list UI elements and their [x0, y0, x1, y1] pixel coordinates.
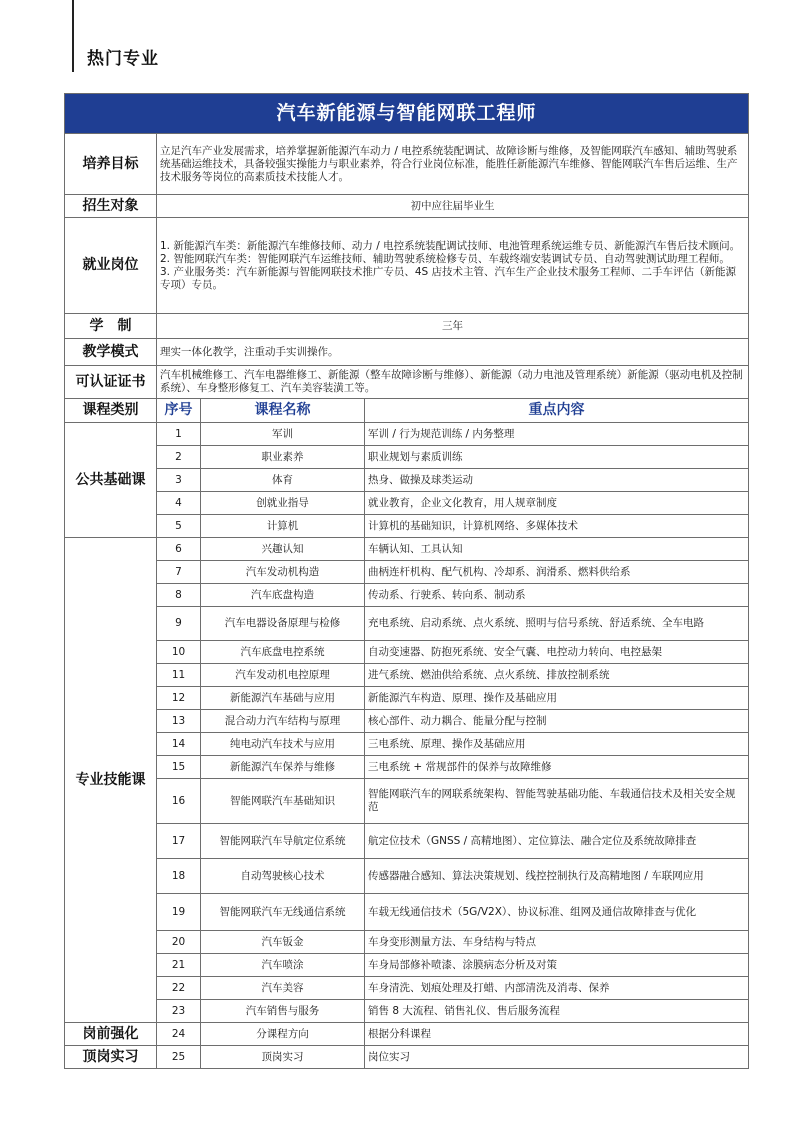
course-group-internship: 顶岗实习 [65, 1046, 157, 1069]
course-no: 16 [157, 779, 201, 824]
course-name: 自动驾驶核心技术 [201, 859, 365, 894]
course-content: 传感器融合感知、算法决策规划、线控控制执行及高精地图 / 车联网应用 [365, 859, 749, 894]
course-row [65, 859, 749, 894]
enrollment-text: 初中应往届毕业生 [157, 195, 749, 218]
enrollment-label: 招生对象 [65, 195, 157, 218]
course-no: 8 [157, 584, 201, 607]
course-content: 传动系、行驶系、转向系、制动系 [365, 584, 749, 607]
course-row [65, 664, 749, 687]
course-name: 智能网联汽车导航定位系统 [201, 824, 365, 859]
course-no: 9 [157, 607, 201, 641]
course-row [65, 641, 749, 664]
course-no: 4 [157, 492, 201, 515]
course-content: 军训 / 行为规范训练 / 内务整理 [365, 423, 749, 446]
course-no: 24 [157, 1023, 201, 1046]
course-no: 22 [157, 977, 201, 1000]
course-row [65, 538, 749, 561]
teaching-label: 教学模式 [65, 339, 157, 366]
course-row [65, 1046, 749, 1069]
course-content: 岗位实习 [365, 1046, 749, 1069]
course-content: 自动变速器、防抱死系统、安全气囊、电控动力转向、电控悬架 [365, 641, 749, 664]
course-name: 汽车电器设备原理与检修 [201, 607, 365, 641]
program-title: 汽车新能源与智能网联工程师 [65, 94, 749, 134]
course-no: 19 [157, 894, 201, 931]
course-content: 智能网联汽车的网联系统架构、智能驾驶基础功能、车载通信技术及相关安全规范 [365, 779, 749, 824]
training-goal-label: 培养目标 [65, 134, 157, 195]
course-row [65, 1023, 749, 1046]
course-row [65, 515, 749, 538]
course-no: 20 [157, 931, 201, 954]
course-content: 职业规划与素质训练 [365, 446, 749, 469]
course-name: 智能网联汽车基础知识 [201, 779, 365, 824]
course-row [65, 894, 749, 931]
jobs-line-3: 3. 产业服务类：汽车新能源与智能网联技术推广专员、4S 店技术主管、汽车生产企业技术服务工程师、二手车评估（新能源专项）专员。 [160, 265, 737, 291]
section-title: 热门专业 [87, 49, 159, 69]
course-content: 三电系统 + 常规部件的保养与故障维修 [365, 756, 749, 779]
course-row [65, 824, 749, 859]
header-category: 课程类别 [65, 399, 157, 423]
course-name: 纯电动汽车技术与应用 [201, 733, 365, 756]
course-no: 7 [157, 561, 201, 584]
jobs-cell [157, 218, 749, 314]
course-no: 1 [157, 423, 201, 446]
header-divider-line [72, 0, 74, 72]
course-name: 计算机 [201, 515, 365, 538]
course-no: 3 [157, 469, 201, 492]
course-group-pre-job: 岗前强化 [65, 1023, 157, 1046]
course-row [65, 756, 749, 779]
jobs-line-2: 2. 智能网联汽车类：智能网联汽车运维技师、辅助驾驶系统检修专员、车载终端安装调试专员、自动驾驶测试助理工程师。 [160, 252, 730, 265]
course-name: 新能源汽车保养与维修 [201, 756, 365, 779]
course-name: 汽车喷涂 [201, 954, 365, 977]
course-no: 12 [157, 687, 201, 710]
course-row [65, 954, 749, 977]
course-row [65, 931, 749, 954]
course-row [65, 584, 749, 607]
jobs-line-1: 1. 新能源汽车类：新能源汽车维修技师、动力 / 电控系统装配调试技师、电池管理系统运维专员、新能源汽车售后技术顾问。 [160, 239, 741, 252]
course-name: 汽车底盘电控系统 [201, 641, 365, 664]
header-no: 序号 [157, 399, 201, 423]
course-no: 5 [157, 515, 201, 538]
course-content: 核心部件、动力耦合、能量分配与控制 [365, 710, 749, 733]
course-no: 23 [157, 1000, 201, 1023]
course-content: 新能源汽车构造、原理、操作及基础应用 [365, 687, 749, 710]
course-name: 军训 [201, 423, 365, 446]
course-content: 就业教育，企业文化教育，用人规章制度 [365, 492, 749, 515]
program-table [64, 93, 749, 1069]
course-row [65, 469, 749, 492]
certificates-text: 汽车机械维修工、汽车电器维修工、新能源（整车故障诊断与维修）、新能源（动力电池及管理系统）新能源（驱动电机及控制系统）、车身整形修复工、汽车美容装潢工等。 [157, 366, 749, 399]
course-content: 热身、做操及球类运动 [365, 469, 749, 492]
course-name: 兴趣认知 [201, 538, 365, 561]
jobs-label: 就业岗位 [65, 218, 157, 314]
course-name: 分课程方向 [201, 1023, 365, 1046]
course-name: 汽车钣金 [201, 931, 365, 954]
course-row [65, 1000, 749, 1023]
course-name: 汽车美容 [201, 977, 365, 1000]
course-content: 计算机的基础知识，计算机网络、多媒体技术 [365, 515, 749, 538]
course-row [65, 687, 749, 710]
course-group-professional: 专业技能课 [65, 538, 157, 1023]
course-no: 13 [157, 710, 201, 733]
teaching-text: 理实一体化教学，注重动手实训操作。 [157, 339, 749, 366]
course-name: 混合动力汽车结构与原理 [201, 710, 365, 733]
course-name: 智能网联汽车无线通信系统 [201, 894, 365, 931]
certificates-label: 可认证证书 [65, 366, 157, 399]
course-content: 根据分科课程 [365, 1023, 749, 1046]
course-no: 21 [157, 954, 201, 977]
course-row [65, 733, 749, 756]
course-content: 车载无线通信技术（5G/V2X）、协议标准、组网及通信故障排查与优化 [365, 894, 749, 931]
training-goal-text: 立足汽车产业发展需求，培养掌握新能源汽车动力 / 电控系统装配调试、故障诊断与维修，及智能网联汽车感知、辅助驾驶系统基础运维技术，具备较强实操能力与职业素养，符合行业岗位标准，能胜任新能源汽车维修、智能网联汽车售后运维、生产技术服务等岗位的高素质技术技能人才。 [157, 134, 749, 195]
course-name: 汽车销售与服务 [201, 1000, 365, 1023]
course-no: 10 [157, 641, 201, 664]
course-name: 职业素养 [201, 446, 365, 469]
course-no: 6 [157, 538, 201, 561]
course-no: 17 [157, 824, 201, 859]
course-no: 15 [157, 756, 201, 779]
header-name: 课程名称 [201, 399, 365, 423]
course-name: 汽车发动机构造 [201, 561, 365, 584]
course-row [65, 710, 749, 733]
header-content: 重点内容 [365, 399, 749, 423]
course-content: 销售 8 大流程、销售礼仪、售后服务流程 [365, 1000, 749, 1023]
course-no: 11 [157, 664, 201, 687]
duration-text: 三年 [157, 314, 749, 339]
course-name: 体育 [201, 469, 365, 492]
course-row [65, 561, 749, 584]
course-no: 2 [157, 446, 201, 469]
course-content: 充电系统、启动系统、点火系统、照明与信号系统、舒适系统、全车电路 [365, 607, 749, 641]
course-content: 进气系统、燃油供给系统、点火系统、排放控制系统 [365, 664, 749, 687]
course-name: 创就业指导 [201, 492, 365, 515]
course-content: 三电系统、原理、操作及基础应用 [365, 733, 749, 756]
course-row [65, 977, 749, 1000]
course-row [65, 607, 749, 641]
course-no: 18 [157, 859, 201, 894]
course-name: 汽车发动机电控原理 [201, 664, 365, 687]
course-no: 14 [157, 733, 201, 756]
course-name: 顶岗实习 [201, 1046, 365, 1069]
course-row [65, 446, 749, 469]
course-content: 曲柄连杆机构、配气机构、冷却系、润滑系、燃料供给系 [365, 561, 749, 584]
duration-label: 学 制 [65, 314, 157, 339]
course-row [65, 779, 749, 824]
course-row [65, 423, 749, 446]
course-group-public: 公共基础课 [65, 423, 157, 538]
course-content: 航定位技术（GNSS / 高精地图）、定位算法、融合定位及系统故障排查 [365, 824, 749, 859]
course-content: 车身变形测量方法、车身结构与特点 [365, 931, 749, 954]
course-content: 车辆认知、工具认知 [365, 538, 749, 561]
course-content: 车身清洗、划痕处理及打蜡、内部清洗及消毒、保养 [365, 977, 749, 1000]
course-name: 汽车底盘构造 [201, 584, 365, 607]
course-no: 25 [157, 1046, 201, 1069]
course-content: 车身局部修补喷漆、涂膜病态分析及对策 [365, 954, 749, 977]
course-row [65, 492, 749, 515]
course-name: 新能源汽车基础与应用 [201, 687, 365, 710]
